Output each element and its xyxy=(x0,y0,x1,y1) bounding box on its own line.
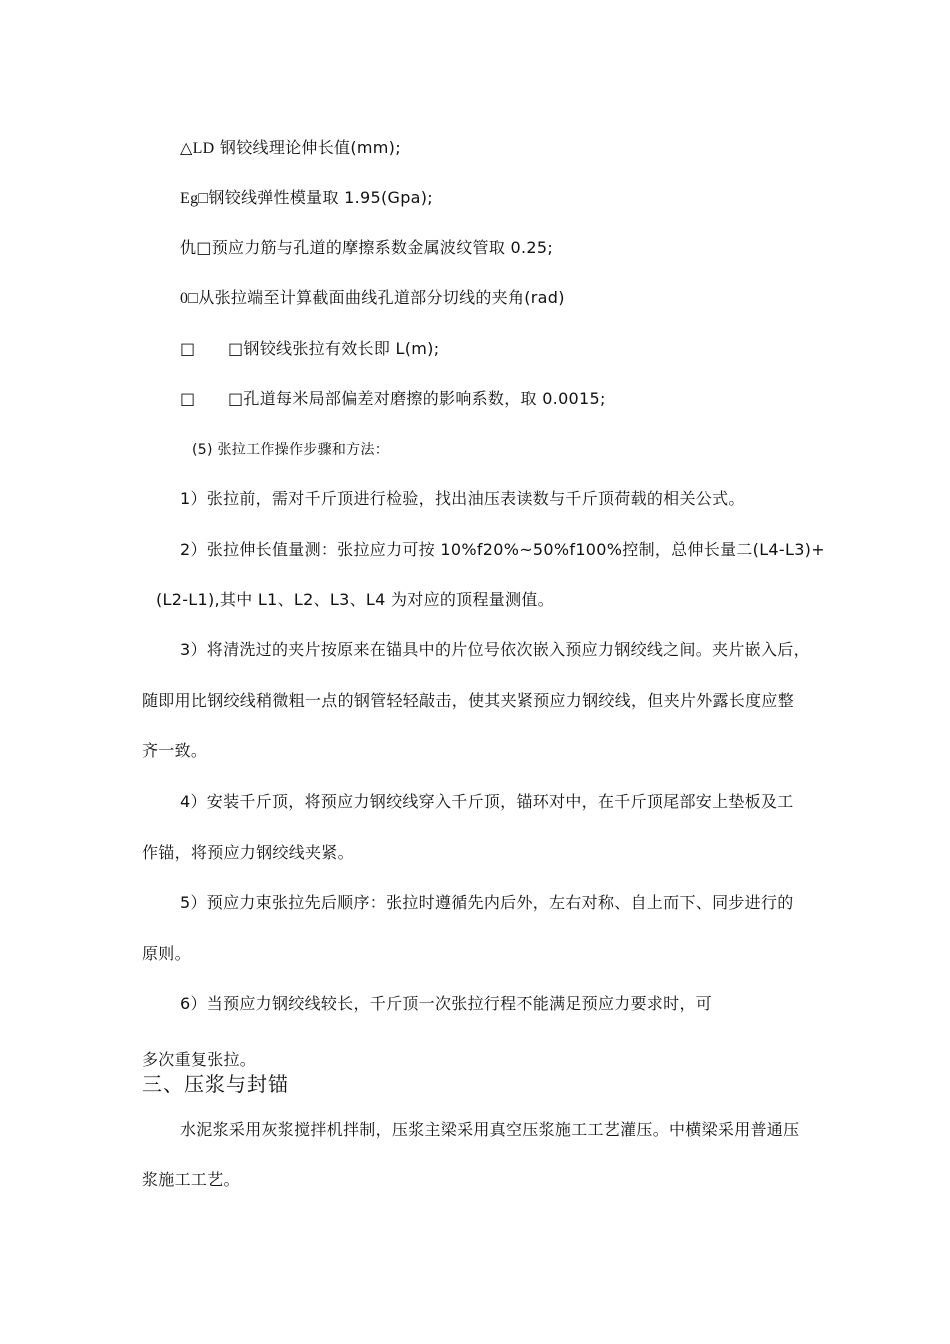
var-symbol: □ xyxy=(180,339,196,358)
step-3-line-3: 齐一致。 xyxy=(142,741,208,760)
step-6-line-2: 多次重复张拉。 xyxy=(142,1050,257,1069)
step-4-line-1: 4）安装千斤顶，将预应力钢绞线穿入千斤顶，锚环对中，在千斤顶尾部安上垫板及工 xyxy=(180,792,794,811)
var-symbol: 0□ xyxy=(180,290,199,307)
var-line-k xyxy=(180,389,606,409)
step-3-line-1: 3）将清洗过的夹片按原来在锚具中的片位号依次嵌入预应力钢绞线之间。夹片嵌入后， xyxy=(180,640,810,659)
var-line-delta-l xyxy=(180,138,401,159)
var-description: □钢铰线张拉有效长即 L(m); xyxy=(228,339,440,358)
var-description: 预应力筋与孔道的摩擦系数金属波纹管取 0.25; xyxy=(211,238,554,257)
var-line-mu xyxy=(180,238,553,258)
var-description: 钢铰线弹性模量取 1.95(Gpa); xyxy=(208,188,433,207)
step-5-line-1: 5）预应力束张拉先后顺序：张拉时遵循先内后外，左右对称、自上而下、同步进行的 xyxy=(180,893,794,912)
var-symbol: Eg□ xyxy=(180,190,209,207)
var-description: 钢铰线理论伸长值(mm); xyxy=(214,138,401,157)
var-line-theta xyxy=(180,288,565,309)
step-6-line-1: 6）当预应力钢绞线较长，千斤顶一次张拉行程不能满足预应力要求时，可 xyxy=(180,994,713,1013)
var-line-eg xyxy=(180,188,433,209)
section-3-paragraph-line-1: 水泥浆采用灰浆搅拌机拌制，压浆主梁采用真空压浆施工工艺灌压。中横梁采用普通压 xyxy=(180,1120,800,1139)
step-5-line-2: 原则。 xyxy=(142,944,191,963)
step-4-line-2: 作锚，将预应力钢绞线夹紧。 xyxy=(142,843,354,862)
section-5-title: (5) 张拉工作操作步骤和方法： xyxy=(192,442,390,458)
step-1: 1）张拉前，需对千斤顶进行检验，找出油压表读数与千斤顶荷载的相关公式。 xyxy=(180,489,745,508)
section-3-paragraph-line-2: 浆施工工艺。 xyxy=(142,1170,240,1189)
var-symbol: □ xyxy=(180,389,196,408)
var-line-length xyxy=(180,339,439,359)
section-3-heading: 三、压浆与封锚 xyxy=(142,1072,289,1096)
step-2-line-1: 2）张拉伸长值量测：张拉应力可按 10%f20%~50%f100%控制，总伸长量二(L4-L3)+ xyxy=(180,540,825,559)
var-description: □孔道每米局部偏差对磨擦的影响系数，取 0.0015; xyxy=(228,389,606,408)
var-symbol: 仇□ xyxy=(180,238,212,257)
step-2-line-2: (L2-L1),其中 L1、L2、L3、L4 为对应的顶程量测值。 xyxy=(156,590,554,609)
var-description: 从张拉端至计算截面曲线孔道部分切线的夹角(rad) xyxy=(198,288,565,307)
step-3-line-2: 随即用比钢绞线稍微粗一点的钢管轻轻敲击，使其夹紧预应力钢绞线，但夹片外露长度应整 xyxy=(142,691,795,710)
var-symbol: △LD xyxy=(180,140,215,157)
